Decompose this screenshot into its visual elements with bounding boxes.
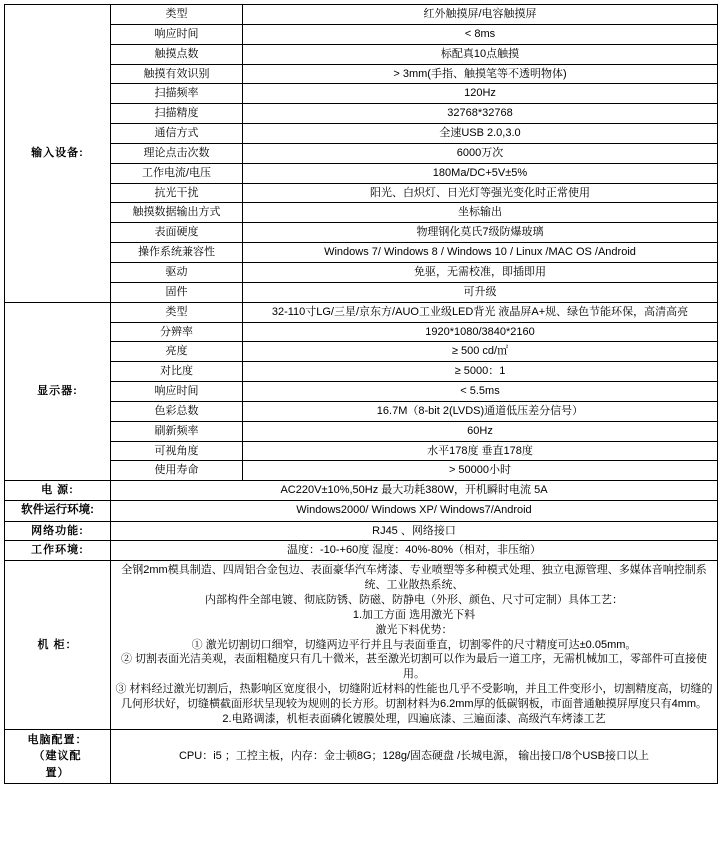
table-row	[5, 5, 718, 25]
row-value: AC220V±10%,50Hz 最大功耗380W，开机瞬时电流 5A	[111, 481, 718, 501]
table-body	[5, 5, 718, 784]
cabinet-paragraph: 激光下料优势：	[375, 623, 453, 636]
table-row	[5, 342, 718, 362]
row-value: 60Hz	[243, 421, 718, 441]
table-row	[5, 561, 718, 729]
table-row	[5, 322, 718, 342]
table-row	[5, 243, 718, 263]
table-row	[5, 441, 718, 461]
table-row	[5, 481, 718, 501]
row-value: 免驱，无需校准，即插即用	[243, 262, 718, 282]
row-value: 16.7M（8-bit 2(LVDS)通道低压差分信号）	[243, 401, 718, 421]
row-label: 触摸有效识别	[111, 64, 243, 84]
row-value: 32768*32768	[243, 104, 718, 124]
category-input-device: 输入设备:	[5, 5, 111, 303]
row-value: 阳光、白炽灯、日光灯等强光变化时正常使用	[243, 183, 718, 203]
row-label: 理论点击次数	[111, 143, 243, 163]
cabinet-paragraph: ① 激光切割切口细窄，切缝两边平行并且与表面垂直，切割零件的尺寸精度可达±0.05mm。	[191, 638, 637, 651]
table-row	[5, 124, 718, 144]
table-row	[5, 262, 718, 282]
row-label: 触摸数据输出方式	[111, 203, 243, 223]
category-working-env: 工作环境:	[5, 541, 111, 561]
row-value: 可升级	[243, 282, 718, 302]
table-row	[5, 282, 718, 302]
row-value: < 8ms	[243, 24, 718, 44]
table-row	[5, 382, 718, 402]
category-software-env: 软件运行环境:	[5, 501, 111, 522]
table-row	[5, 362, 718, 382]
cabinet-paragraph: 1.加工方面 选用激光下料	[352, 608, 476, 621]
specification-table	[4, 4, 718, 784]
row-value: 120Hz	[243, 84, 718, 104]
row-value: 坐标输出	[243, 203, 718, 223]
row-value: 红外触摸屏/电容触摸屏	[243, 5, 718, 25]
row-value: 180Ma/DC+5V±5%	[243, 163, 718, 183]
category-power: 电 源:	[5, 481, 111, 501]
category-computer-config	[5, 729, 111, 784]
table-row	[5, 183, 718, 203]
computer-config-line2: （建议配	[33, 750, 82, 763]
row-label: 操作系统兼容性	[111, 243, 243, 263]
row-value: CPU：i5 ；工控主板，内存：金士顿8G；128g/固态硬盘 /长城电源， 输出接口/8个USB接口以上	[111, 729, 718, 784]
table-row	[5, 163, 718, 183]
row-label: 固件	[111, 282, 243, 302]
row-value: ≥ 5000：1	[243, 362, 718, 382]
table-row	[5, 421, 718, 441]
cabinet-description	[111, 561, 718, 729]
row-value: 温度：-10-+60度 湿度：40%-80%（相对，非压缩）	[111, 541, 718, 561]
table-row	[5, 223, 718, 243]
row-label: 色彩总数	[111, 401, 243, 421]
row-label: 驱动	[111, 262, 243, 282]
row-value: 6000万次	[243, 143, 718, 163]
row-label: 亮度	[111, 342, 243, 362]
table-row	[5, 64, 718, 84]
row-value: > 50000小时	[243, 461, 718, 481]
category-cabinet: 机 柜：	[5, 561, 111, 729]
table-row	[5, 501, 718, 522]
row-label: 可视角度	[111, 441, 243, 461]
table-row	[5, 24, 718, 44]
table-row	[5, 521, 718, 541]
row-label: 分辨率	[111, 322, 243, 342]
row-value: < 5.5ms	[243, 382, 718, 402]
row-label: 类型	[111, 5, 243, 25]
row-value: > 3mm(手指、触摸笔等不透明物体)	[243, 64, 718, 84]
row-label: 触摸点数	[111, 44, 243, 64]
row-label: 对比度	[111, 362, 243, 382]
cabinet-paragraph: ③ 材料经过激光切割后，热影响区宽度很小，切缝附近材料的性能也几乎不受影响，并且工件变形小，切割精度高，切缝的几何形状好，切缝横截面形状呈现较为规则的长方形。切割材料为6.2mm厚的低碳钢板，市面普通触摸屏厚度只有4mm。	[115, 683, 713, 710]
row-label: 使用寿命	[111, 461, 243, 481]
table-row	[5, 104, 718, 124]
row-label: 刷新频率	[111, 421, 243, 441]
table-row	[5, 401, 718, 421]
computer-config-line1: 电脑配置：	[27, 733, 88, 746]
table-row	[5, 541, 718, 561]
row-value: 水平178度 垂直178度	[243, 441, 718, 461]
row-value: ≥ 500 cd/㎡	[243, 342, 718, 362]
row-label: 扫描频率	[111, 84, 243, 104]
table-row	[5, 84, 718, 104]
row-value: 标配真10点触摸	[243, 44, 718, 64]
row-label: 响应时间	[111, 382, 243, 402]
row-value: 全速USB 2.0,3.0	[243, 124, 718, 144]
table-row	[5, 729, 718, 784]
row-label: 扫描精度	[111, 104, 243, 124]
row-label: 响应时间	[111, 24, 243, 44]
cabinet-paragraph: ② 切割表面光洁美观，表面粗糙度只有几十微米，甚至激光切割可以作为最后一道工序，无需机械加工，零部件可直接使用。	[120, 653, 708, 681]
cabinet-paragraph: 内部构件全部电镀、彻底防锈、防磁、防静电（外形、颜色、尺寸可定制）具体工艺：	[205, 593, 623, 606]
row-label: 工作电流/电压	[111, 163, 243, 183]
table-row	[5, 302, 718, 322]
table-row	[5, 461, 718, 481]
row-value: RJ45 、网络接口	[111, 521, 718, 541]
table-row	[5, 203, 718, 223]
computer-config-line3: 置）	[45, 766, 70, 779]
table-row	[5, 143, 718, 163]
category-network: 网络功能:	[5, 521, 111, 541]
row-value: 32-110寸LG/三星/京东方/AUO工业级LED背光 液晶屏A+规、绿色节能环保，高清高亮	[243, 302, 718, 322]
row-label: 类型	[111, 302, 243, 322]
row-value: Windows 7/ Windows 8 / Windows 10 / Linux /MAC OS /Android	[243, 243, 718, 263]
category-display: 显示器:	[5, 302, 111, 481]
table-row	[5, 44, 718, 64]
row-value: Windows2000/ Windows XP/ Windows7/Android	[111, 501, 718, 522]
row-value: 1920*1080/3840*2160	[243, 322, 718, 342]
row-value: 物理钢化莫氏7级防爆玻璃	[243, 223, 718, 243]
row-label: 抗光干扰	[111, 183, 243, 203]
row-label: 表面硬度	[111, 223, 243, 243]
cabinet-paragraph: 2.电路调漆，机柜表面磷化镀膜处理，四遍底漆、三遍面漆、高级汽车烤漆工艺	[222, 712, 606, 725]
cabinet-paragraph: 全钢2mm模具制造、四周铝合金包边、表面豪华汽车烤漆、专业喷塑等多种模式处理、独立电源管理、多媒体音响控制系统、工业散热系统、	[121, 564, 707, 592]
row-label: 通信方式	[111, 124, 243, 144]
